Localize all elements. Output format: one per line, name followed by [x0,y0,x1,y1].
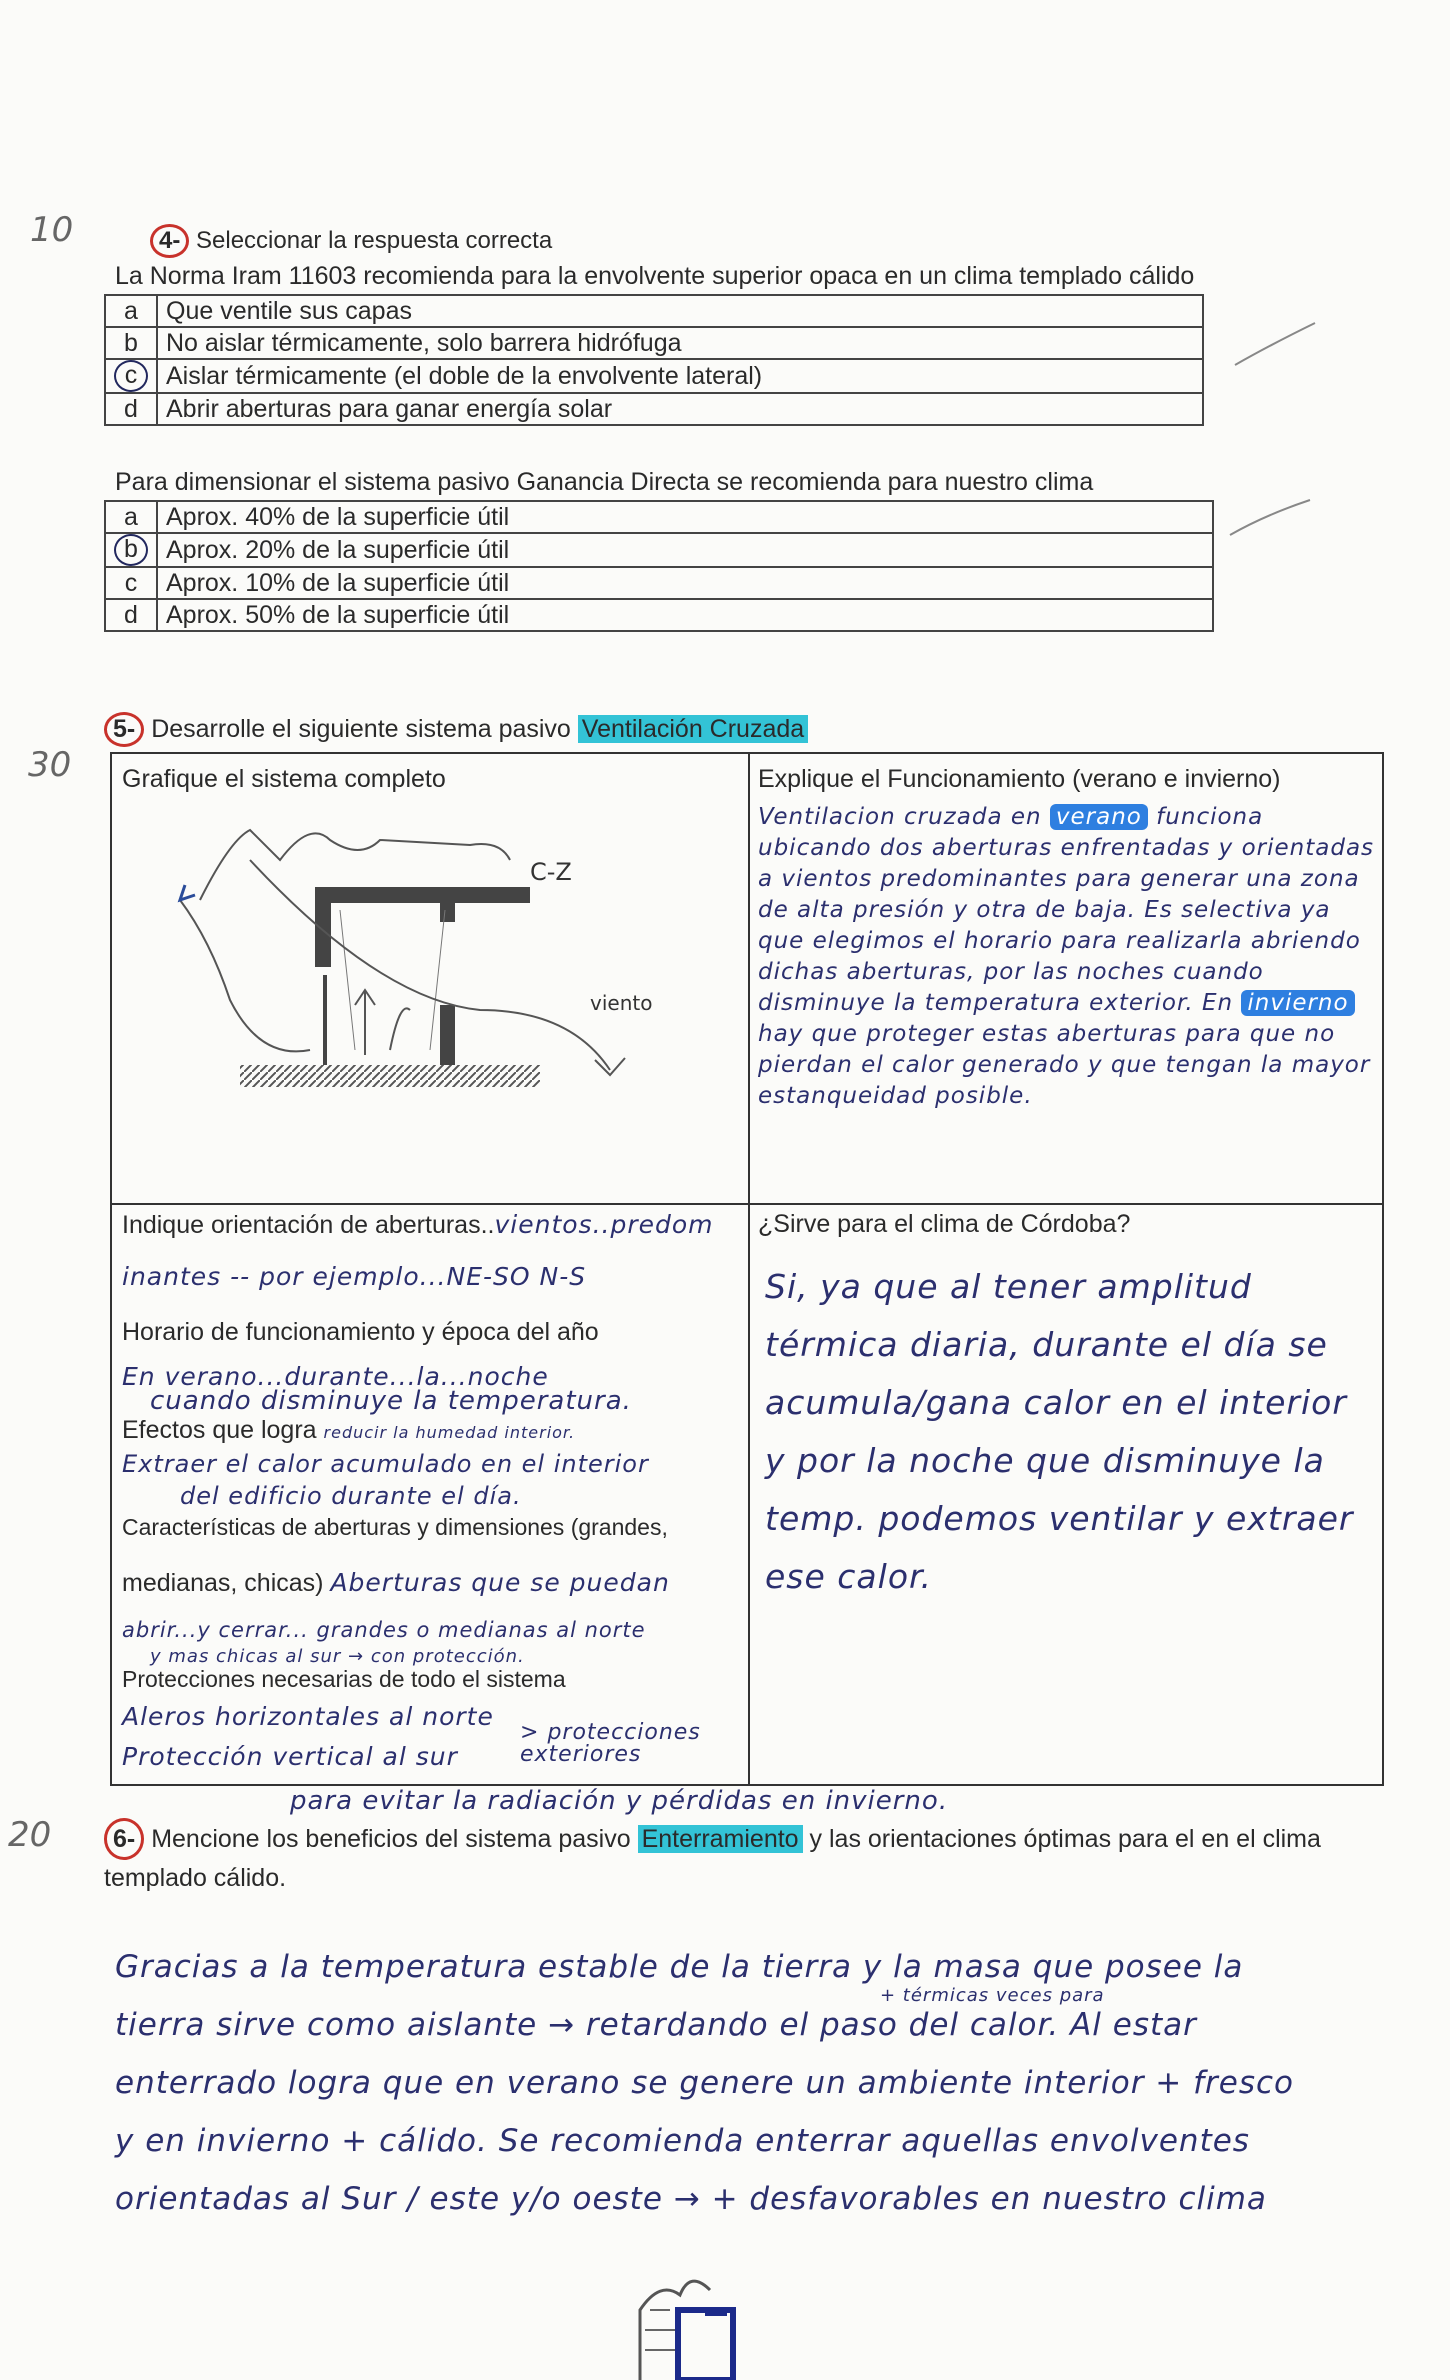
q5-vertical-divider [748,752,750,1784]
option-text: No aislar térmicamente, solo barrera hidrófuga [157,327,1203,359]
q5-explanation [758,802,1378,1112]
q6-answer [115,1938,1405,2228]
q6-system-name: Enterramiento [638,1825,803,1853]
q4-part2-question: Para dimensionar el sistema pasivo Ganancia Directa se recomienda para nuestro clima [115,468,1094,496]
protec-note: para evitar la radiación y pérdidas en invierno. [290,1786,949,1816]
q4-part2-option-a[interactable] [105,501,1213,533]
highlight-summer: verano [1050,804,1148,830]
explanation-text: Ventilacion cruzada en [758,804,1042,830]
caract-row [122,1568,670,1598]
q4-part2-option-b[interactable] [105,533,1213,567]
option-letter: a [105,501,157,533]
ventilation-sketch [140,800,730,1130]
caract-answer-1: Aberturas que se puedan [330,1568,670,1597]
q5-number: 5- [104,712,144,747]
q4-part1-options [104,294,1204,426]
protec-answer-2: Protección vertical al sur [122,1742,458,1771]
q4-heading [150,224,552,258]
q4-part2-option-d[interactable] [105,599,1213,631]
protec-brace-label: > protecciones exteriores [520,1720,701,1767]
q6-answer-line: Gracias a la temperatura estable de la tierra y la masa que posee la [115,1949,1244,1985]
q4-part2-option-c[interactable] [105,567,1213,599]
option-text: Aprox. 20% de la superficie útil [157,533,1213,567]
q6-title-a: Mencione los beneficios del sistema pasivo [151,1825,631,1853]
q4-title: Seleccionar la respuesta correcta [196,227,553,254]
option-text: Abrir aberturas para ganar energía solar [157,393,1203,425]
q6-answer-line: y en invierno + cálido. Se recomienda enterrar aquellas envolventes [115,2123,1250,2159]
orient-label: Indique orientación de aberturas.. [122,1211,495,1239]
q4-part1-option-c[interactable] [105,359,1203,393]
caract-label-2: medianas, chicas) [122,1569,324,1597]
q4-part1-question: La Norma Iram 11603 recomienda para la envolvente superior opaca en un clima templado cálido [115,262,1195,290]
sketch-roof-label: C-Z [530,858,572,886]
sketch-wind-label: viento [590,991,653,1015]
check-mark-icon [1225,495,1315,555]
horario-answer-1: En verano...durante...la...noche [122,1362,549,1391]
q6-title-c: templado cálido. [104,1864,287,1892]
highlight-winter: invierno [1241,990,1354,1016]
explanation-text: hay que proteger estas aberturas para que no pierdan el calor generado y que tengan la mayor estanqueidad posible. [758,1021,1371,1109]
option-letter: d [105,393,157,425]
cordoba-label: ¿Sirve para el clima de Córdoba? [758,1210,1131,1238]
explanation-text: funciona ubicando dos aberturas enfrentadas y orientadas a vientos predominantes para generar una zona de alta presión y otra de baja. Es selectiva ya que elegimos el horario para realizarla abriendo dichas aberturas, por las noches cuando disminuye la temperatura exterior. [758,804,1375,1016]
q5-title: Desarrolle el siguiente sistema pasivo [151,715,571,743]
q4-number: 4- [150,224,189,258]
grade-q6: 20 [8,1815,52,1855]
option-text: Que ventile sus capas [157,295,1203,327]
check-mark-icon [1230,315,1320,375]
enterramiento-sketch [620,2270,760,2380]
q4-part1-option-a[interactable] [105,295,1203,327]
horario-label: Horario de funcionamiento y época del año [122,1318,599,1346]
q4-part1-option-d[interactable] [105,393,1203,425]
q5-heading [104,712,808,747]
orient-answer-2: inantes -- por ejemplo...NE-SO N-S [122,1262,587,1291]
grade-q4: 10 [30,210,74,250]
option-text: Aislar térmicamente (el doble de la envolvente lateral) [157,359,1203,393]
protec-answer-1: Aleros horizontales al norte [122,1702,494,1731]
selected-answer-circle: c [114,360,148,392]
efectos-answer-2: del edificio durante el día. [180,1482,522,1510]
protec-brace-text: protecciones exteriores [520,1720,701,1767]
q4-part1-option-b[interactable] [105,327,1203,359]
option-letter: b [105,327,157,359]
selected-answer-circle: b [114,534,148,566]
caract-answer-3: y mas chicas al sur → con protección. [150,1646,525,1667]
efectos-answer-1: Extraer el calor acumulado en el interior [122,1450,649,1478]
cordoba-answer: Si, ya que al tener amplitud térmica diaria, durante el día se acumula/gana calor en el interior y por la noche que disminuye la temp. podemos ventilar y extraer ese calor. [765,1267,1354,1596]
option-letter: d [105,599,157,631]
q6-title-b: y las orientaciones óptimas para el en el clima [809,1825,1321,1853]
q5-horizontal-divider [110,1203,1382,1205]
q6-answer-note: + térmicas veces para [880,1985,1105,2006]
grade-q5: 30 [28,745,72,785]
q6-heading [104,1818,1364,1896]
q5-system-name: Ventilación Cruzada [578,715,808,743]
q4-part2-options [104,500,1214,632]
explanation-text: En [1201,990,1234,1016]
q5-right-header: Explique el Funcionamiento (verano e invierno) [758,765,1281,793]
orient-answer: vientos..predom [494,1210,714,1239]
efectos-label: Efectos que logra [122,1416,317,1444]
option-text: Aprox. 50% de la superficie útil [157,599,1213,631]
option-text: Aprox. 10% de la superficie útil [157,567,1213,599]
efectos-row [122,1416,575,1445]
option-text: Aprox. 40% de la superficie útil [157,501,1213,533]
option-letter: c [105,567,157,599]
q6-answer-line: enterrado logra que en verano se genere un ambiente interior + fresco [115,2065,1295,2101]
caract-answer-2: abrir...y cerrar... grandes o medianas al norte [122,1618,646,1642]
q6-number: 6- [104,1818,144,1860]
protec-label: Protecciones necesarias de todo el sistema [122,1666,566,1692]
caract-label-1: Características de aberturas y dimensiones (grandes, [122,1514,668,1540]
orient-row [122,1210,742,1240]
horario-answer-2: cuando disminuye la temperatura. [150,1386,632,1416]
option-letter: a [105,295,157,327]
q6-answer-line: tierra sirve como aislante → retardando el paso del calor. Al estar [115,2007,1197,2043]
efectos-note: reducir la humedad interior. [323,1423,576,1442]
q6-answer-line: orientadas al Sur / este y/o oeste → + desfavorables en nuestro clima [115,2181,1267,2217]
q5-left-header: Grafique el sistema completo [122,765,446,793]
